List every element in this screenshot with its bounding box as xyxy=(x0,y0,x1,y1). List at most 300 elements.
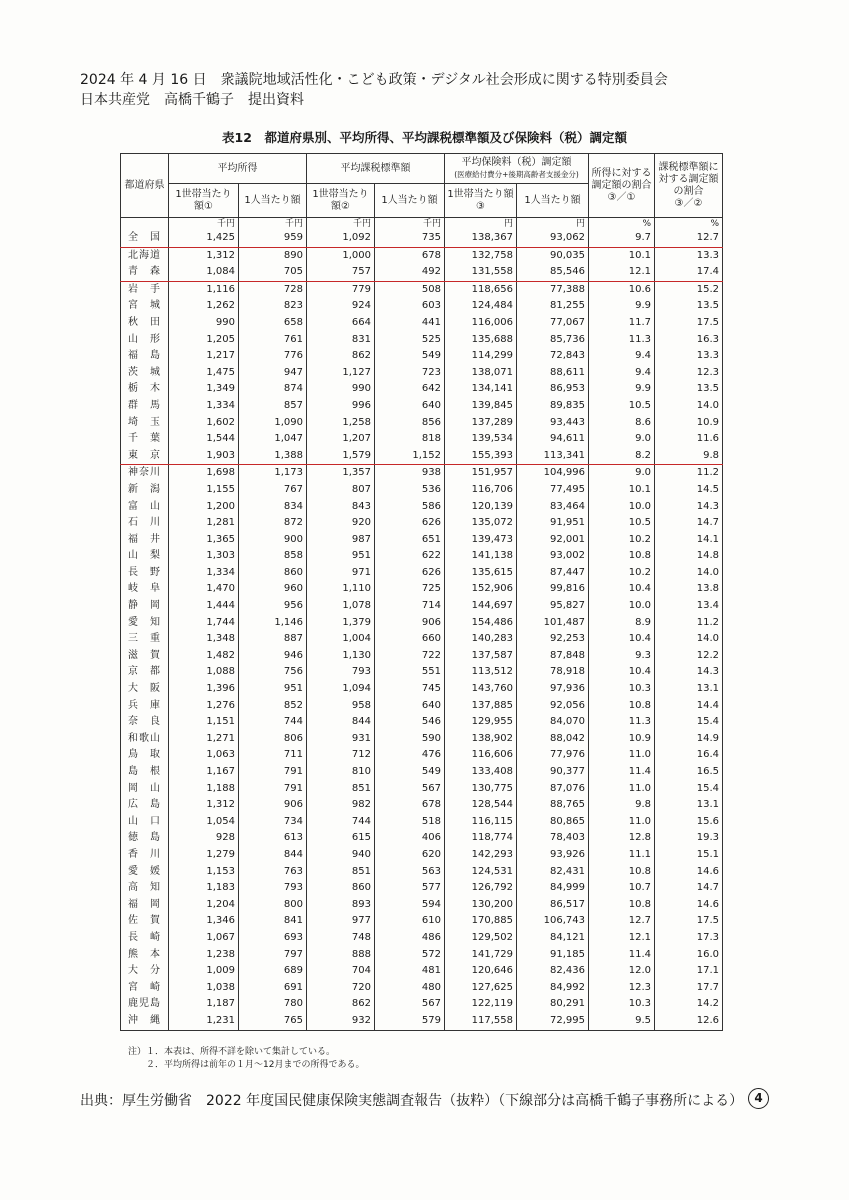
value-cell: 406 xyxy=(375,830,445,847)
value-cell: 1,038 xyxy=(169,980,239,997)
value-cell: 1,903 xyxy=(169,448,239,465)
value-cell: 518 xyxy=(375,814,445,831)
prefecture-cell: 広 島 xyxy=(121,797,169,814)
value-cell: 1,094 xyxy=(307,681,375,698)
value-cell: 90,035 xyxy=(517,247,589,264)
table-row xyxy=(121,764,723,781)
value-cell: 92,056 xyxy=(517,698,589,715)
value-cell: 1,349 xyxy=(169,381,239,398)
value-cell: 11.0 xyxy=(589,814,655,831)
value-cell: 84,992 xyxy=(517,980,589,997)
header-per-household-2: 1世帯当たり額② xyxy=(307,184,375,218)
header-ratio-taxbase-title: 課税標準額に対する調定額の割合 xyxy=(658,161,719,197)
value-cell: 594 xyxy=(375,897,445,914)
value-cell: 920 xyxy=(307,515,375,532)
value-cell: 1,151 xyxy=(169,714,239,731)
value-cell: 15.2 xyxy=(655,281,723,298)
value-cell: 723 xyxy=(375,365,445,382)
value-cell: 1,188 xyxy=(169,781,239,798)
value-cell: 486 xyxy=(375,930,445,947)
prefecture-cell: 鹿児島 xyxy=(121,996,169,1013)
value-cell: 725 xyxy=(375,581,445,598)
value-cell: 16.5 xyxy=(655,764,723,781)
value-cell: 17.7 xyxy=(655,980,723,997)
value-cell: 13.1 xyxy=(655,797,723,814)
prefecture-cell: 埼 玉 xyxy=(121,415,169,432)
value-cell: 129,502 xyxy=(445,930,517,947)
value-cell: 857 xyxy=(239,398,307,415)
value-cell: 480 xyxy=(375,980,445,997)
value-cell: 1,312 xyxy=(169,247,239,264)
value-cell: 93,002 xyxy=(517,548,589,565)
value-cell: 938 xyxy=(375,465,445,482)
value-cell: 1,004 xyxy=(307,631,375,648)
value-cell: 170,885 xyxy=(445,913,517,930)
prefecture-cell: 山 形 xyxy=(121,332,169,349)
value-cell: 563 xyxy=(375,864,445,881)
value-cell: 1,379 xyxy=(307,615,375,632)
value-cell: 10.1 xyxy=(589,247,655,264)
table-row xyxy=(121,581,723,598)
prefecture-cell: 島 根 xyxy=(121,764,169,781)
value-cell: 874 xyxy=(239,381,307,398)
value-cell: 841 xyxy=(239,913,307,930)
page-number: 4 xyxy=(748,1088,769,1109)
prefecture-cell: 千 葉 xyxy=(121,431,169,448)
value-cell: 1,279 xyxy=(169,847,239,864)
value-cell: 640 xyxy=(375,398,445,415)
value-cell: 956 xyxy=(239,598,307,615)
value-cell: 72,843 xyxy=(517,348,589,365)
value-cell: 481 xyxy=(375,963,445,980)
header-avg-taxbase: 平均課税標準額 xyxy=(307,154,445,184)
value-cell: 906 xyxy=(375,615,445,632)
value-cell: 714 xyxy=(375,598,445,615)
value-cell: 85,736 xyxy=(517,332,589,349)
unit-cell: 円 xyxy=(445,218,517,231)
value-cell: 15.6 xyxy=(655,814,723,831)
prefecture-cell: 山 梨 xyxy=(121,548,169,565)
value-cell: 133,408 xyxy=(445,764,517,781)
value-cell: 10.5 xyxy=(589,398,655,415)
header-ratio-taxbase-sub: ③／② xyxy=(674,197,703,209)
value-cell: 806 xyxy=(239,731,307,748)
table-row xyxy=(121,797,723,814)
value-cell: 1,365 xyxy=(169,532,239,549)
value-cell: 791 xyxy=(239,764,307,781)
value-cell: 757 xyxy=(307,264,375,281)
value-cell: 728 xyxy=(239,281,307,298)
value-cell: 106,743 xyxy=(517,913,589,930)
value-cell: 862 xyxy=(307,996,375,1013)
value-cell: 1,271 xyxy=(169,731,239,748)
table-row xyxy=(121,365,723,382)
prefecture-cell: 長 崎 xyxy=(121,930,169,947)
value-cell: 642 xyxy=(375,381,445,398)
value-cell: 11.4 xyxy=(589,764,655,781)
table-row xyxy=(121,482,723,499)
value-cell: 77,067 xyxy=(517,315,589,332)
header-per-person-1: 1人当たり額 xyxy=(239,184,307,218)
value-cell: 116,706 xyxy=(445,482,517,499)
value-cell: 1,348 xyxy=(169,631,239,648)
value-cell: 131,558 xyxy=(445,264,517,281)
prefecture-cell: 石 川 xyxy=(121,515,169,532)
value-cell: 1,173 xyxy=(239,465,307,482)
table-row xyxy=(121,532,723,549)
value-cell: 124,484 xyxy=(445,298,517,315)
value-cell: 622 xyxy=(375,548,445,565)
prefecture-cell: 滋 賀 xyxy=(121,648,169,665)
table-row xyxy=(121,864,723,881)
value-cell: 13.1 xyxy=(655,681,723,698)
value-cell: 536 xyxy=(375,482,445,499)
value-cell: 1,063 xyxy=(169,747,239,764)
value-cell: 1,200 xyxy=(169,499,239,516)
value-cell: 122,119 xyxy=(445,996,517,1013)
table-row xyxy=(121,913,723,930)
value-cell: 87,848 xyxy=(517,648,589,665)
value-cell: 135,615 xyxy=(445,565,517,582)
unit-cell xyxy=(121,218,169,231)
header-avg-premium-title: 平均保険料（税）調定額 xyxy=(461,156,572,168)
value-cell: 704 xyxy=(307,963,375,980)
value-cell: 776 xyxy=(239,348,307,365)
value-cell: 779 xyxy=(307,281,375,298)
table-row xyxy=(121,615,723,632)
value-cell: 14.3 xyxy=(655,499,723,516)
document-header xyxy=(80,70,668,110)
value-cell: 9.3 xyxy=(589,648,655,665)
table-row xyxy=(121,281,723,298)
table-row xyxy=(121,963,723,980)
value-cell: 1,698 xyxy=(169,465,239,482)
value-cell: 567 xyxy=(375,781,445,798)
value-cell: 19.3 xyxy=(655,830,723,847)
value-cell: 831 xyxy=(307,332,375,349)
value-cell: 951 xyxy=(307,548,375,565)
value-cell: 793 xyxy=(239,880,307,897)
table-row xyxy=(121,381,723,398)
unit-cell: % xyxy=(655,218,723,231)
value-cell: 138,367 xyxy=(445,230,517,247)
value-cell: 10.0 xyxy=(589,598,655,615)
value-cell: 14.8 xyxy=(655,548,723,565)
value-cell: 678 xyxy=(375,247,445,264)
table-row xyxy=(121,847,723,864)
unit-cell: 千円 xyxy=(239,218,307,231)
value-cell: 128,544 xyxy=(445,797,517,814)
value-cell: 132,758 xyxy=(445,247,517,264)
table-row xyxy=(121,499,723,516)
table-caption: 表12 都道府県別、平均所得、平均課税標準額及び保険料（税）調定額 xyxy=(222,130,627,145)
value-cell: 139,845 xyxy=(445,398,517,415)
table-row xyxy=(121,415,723,432)
value-cell: 120,646 xyxy=(445,963,517,980)
prefecture-cell: 宮 城 xyxy=(121,298,169,315)
value-cell: 12.1 xyxy=(589,930,655,947)
table-row xyxy=(121,714,723,731)
value-cell: 129,955 xyxy=(445,714,517,731)
value-cell: 9.4 xyxy=(589,348,655,365)
value-cell: 546 xyxy=(375,714,445,731)
value-cell: 610 xyxy=(375,913,445,930)
value-cell: 14.7 xyxy=(655,515,723,532)
header-per-household-1: 1世帯当たり額① xyxy=(169,184,239,218)
table-row xyxy=(121,930,723,947)
prefecture-cell: 神奈川 xyxy=(121,465,169,482)
value-cell: 141,138 xyxy=(445,548,517,565)
prefecture-cell: 静 岡 xyxy=(121,598,169,615)
value-cell: 1,579 xyxy=(307,448,375,465)
value-cell: 1,231 xyxy=(169,1013,239,1030)
value-cell: 810 xyxy=(307,764,375,781)
value-cell: 1,153 xyxy=(169,864,239,881)
value-cell: 745 xyxy=(375,681,445,698)
value-cell: 10.9 xyxy=(589,731,655,748)
value-cell: 658 xyxy=(239,315,307,332)
value-cell: 12.2 xyxy=(655,648,723,665)
value-cell: 12.1 xyxy=(589,264,655,281)
prefecture-cell: 山 口 xyxy=(121,814,169,831)
value-cell: 586 xyxy=(375,499,445,516)
value-cell: 1,000 xyxy=(307,247,375,264)
value-cell: 492 xyxy=(375,264,445,281)
value-cell: 10.1 xyxy=(589,482,655,499)
value-cell: 579 xyxy=(375,1013,445,1030)
value-cell: 800 xyxy=(239,897,307,914)
value-cell: 1,258 xyxy=(307,415,375,432)
value-cell: 844 xyxy=(307,714,375,731)
value-cell: 137,289 xyxy=(445,415,517,432)
value-cell: 888 xyxy=(307,947,375,964)
value-cell: 613 xyxy=(239,830,307,847)
value-cell: 14.4 xyxy=(655,698,723,715)
value-cell: 124,531 xyxy=(445,864,517,881)
value-cell: 818 xyxy=(375,431,445,448)
value-cell: 797 xyxy=(239,947,307,964)
value-cell: 17.4 xyxy=(655,264,723,281)
value-cell: 1,425 xyxy=(169,230,239,247)
value-cell: 14.6 xyxy=(655,897,723,914)
value-cell: 9.9 xyxy=(589,381,655,398)
prefecture-cell: 佐 賀 xyxy=(121,913,169,930)
value-cell: 615 xyxy=(307,830,375,847)
prefecture-cell: 栃 木 xyxy=(121,381,169,398)
value-cell: 80,291 xyxy=(517,996,589,1013)
table-row xyxy=(121,431,723,448)
value-cell: 924 xyxy=(307,298,375,315)
value-cell: 1,084 xyxy=(169,264,239,281)
value-cell: 9.9 xyxy=(589,298,655,315)
value-cell: 9.0 xyxy=(589,431,655,448)
value-cell: 508 xyxy=(375,281,445,298)
table-row xyxy=(121,598,723,615)
prefecture-cell: 大 分 xyxy=(121,963,169,980)
value-cell: 549 xyxy=(375,764,445,781)
value-cell: 1,047 xyxy=(239,431,307,448)
value-cell: 117,558 xyxy=(445,1013,517,1030)
value-cell: 823 xyxy=(239,298,307,315)
value-cell: 767 xyxy=(239,482,307,499)
value-cell: 12.3 xyxy=(655,365,723,382)
unit-cell: 千円 xyxy=(375,218,445,231)
header-avg-income: 平均所得 xyxy=(169,154,307,184)
value-cell: 154,486 xyxy=(445,615,517,632)
value-cell: 118,656 xyxy=(445,281,517,298)
value-cell: 82,431 xyxy=(517,864,589,881)
value-cell: 1,217 xyxy=(169,348,239,365)
prefecture-cell: 三 重 xyxy=(121,631,169,648)
value-cell: 1,067 xyxy=(169,930,239,947)
value-cell: 72,995 xyxy=(517,1013,589,1030)
value-cell: 932 xyxy=(307,1013,375,1030)
value-cell: 116,115 xyxy=(445,814,517,831)
value-cell: 93,926 xyxy=(517,847,589,864)
prefecture-cell: 岐 阜 xyxy=(121,581,169,598)
value-cell: 12.3 xyxy=(589,980,655,997)
table-row xyxy=(121,897,723,914)
value-cell: 11.0 xyxy=(589,747,655,764)
value-cell: 549 xyxy=(375,348,445,365)
value-cell: 14.0 xyxy=(655,565,723,582)
value-cell: 1,155 xyxy=(169,482,239,499)
value-cell: 78,918 xyxy=(517,664,589,681)
table-row xyxy=(121,781,723,798)
table-row xyxy=(121,332,723,349)
value-cell: 11.2 xyxy=(655,465,723,482)
value-cell: 977 xyxy=(307,913,375,930)
value-cell: 626 xyxy=(375,565,445,582)
value-cell: 11.0 xyxy=(589,781,655,798)
value-cell: 691 xyxy=(239,980,307,997)
value-cell: 139,473 xyxy=(445,532,517,549)
value-cell: 151,957 xyxy=(445,465,517,482)
value-cell: 940 xyxy=(307,847,375,864)
prefecture-cell: 茨 城 xyxy=(121,365,169,382)
table-row xyxy=(121,548,723,565)
table-row xyxy=(121,448,723,465)
table-row xyxy=(121,230,723,247)
value-cell: 987 xyxy=(307,532,375,549)
value-cell: 834 xyxy=(239,499,307,516)
source-line: 出典：厚生労働省 2022 年度国民健康保険実態調査報告（抜粋）（下線部分は高橋千鶴子事務所による） xyxy=(80,1093,744,1109)
value-cell: 860 xyxy=(239,565,307,582)
table-row xyxy=(121,947,723,964)
value-cell: 9.8 xyxy=(589,797,655,814)
prefecture-cell: 岡 山 xyxy=(121,781,169,798)
value-cell: 852 xyxy=(239,698,307,715)
value-cell: 14.0 xyxy=(655,398,723,415)
table-row xyxy=(121,830,723,847)
value-cell: 10.8 xyxy=(589,864,655,881)
value-cell: 86,517 xyxy=(517,897,589,914)
value-cell: 77,495 xyxy=(517,482,589,499)
value-cell: 14.2 xyxy=(655,996,723,1013)
prefecture-cell: 愛 知 xyxy=(121,615,169,632)
value-cell: 10.8 xyxy=(589,897,655,914)
value-cell: 10.4 xyxy=(589,581,655,598)
value-cell: 9.0 xyxy=(589,465,655,482)
table-row xyxy=(121,398,723,415)
header-ratio-income xyxy=(589,154,655,218)
value-cell: 138,071 xyxy=(445,365,517,382)
value-cell: 10.0 xyxy=(589,499,655,516)
value-cell: 705 xyxy=(239,264,307,281)
value-cell: 13.3 xyxy=(655,247,723,264)
prefecture-cell: 香 川 xyxy=(121,847,169,864)
value-cell: 1,146 xyxy=(239,615,307,632)
table-row xyxy=(121,565,723,582)
value-cell: 1,130 xyxy=(307,648,375,665)
value-cell: 722 xyxy=(375,648,445,665)
value-cell: 10.3 xyxy=(589,996,655,1013)
value-cell: 1,167 xyxy=(169,764,239,781)
value-cell: 1,110 xyxy=(307,581,375,598)
value-cell: 13.3 xyxy=(655,348,723,365)
table-row xyxy=(121,664,723,681)
value-cell: 82,436 xyxy=(517,963,589,980)
prefecture-cell: 青 森 xyxy=(121,264,169,281)
value-cell: 951 xyxy=(239,681,307,698)
value-cell: 137,587 xyxy=(445,648,517,665)
prefecture-cell: 熊 本 xyxy=(121,947,169,964)
value-cell: 1,054 xyxy=(169,814,239,831)
value-cell: 14.1 xyxy=(655,532,723,549)
value-cell: 143,760 xyxy=(445,681,517,698)
table-row xyxy=(121,247,723,264)
value-cell: 15.4 xyxy=(655,781,723,798)
value-cell: 1,187 xyxy=(169,996,239,1013)
value-cell: 93,443 xyxy=(517,415,589,432)
value-cell: 1,602 xyxy=(169,415,239,432)
value-cell: 763 xyxy=(239,864,307,881)
value-cell: 946 xyxy=(239,648,307,665)
value-cell: 1,357 xyxy=(307,465,375,482)
value-cell: 88,765 xyxy=(517,797,589,814)
value-cell: 127,625 xyxy=(445,980,517,997)
value-cell: 1,205 xyxy=(169,332,239,349)
value-cell: 92,253 xyxy=(517,631,589,648)
value-cell: 10.2 xyxy=(589,565,655,582)
value-cell: 11.4 xyxy=(589,947,655,964)
value-cell: 10.4 xyxy=(589,631,655,648)
value-cell: 138,902 xyxy=(445,731,517,748)
value-cell: 1,482 xyxy=(169,648,239,665)
value-cell: 1,183 xyxy=(169,880,239,897)
table-row xyxy=(121,681,723,698)
prefecture-cell: 和歌山 xyxy=(121,731,169,748)
value-cell: 77,388 xyxy=(517,281,589,298)
value-cell: 1,152 xyxy=(375,448,445,465)
prefecture-cell: 新 潟 xyxy=(121,482,169,499)
value-cell: 678 xyxy=(375,797,445,814)
value-cell: 113,512 xyxy=(445,664,517,681)
value-cell: 1,475 xyxy=(169,365,239,382)
value-cell: 90,377 xyxy=(517,764,589,781)
value-cell: 1,303 xyxy=(169,548,239,565)
value-cell: 982 xyxy=(307,797,375,814)
value-cell: 1,127 xyxy=(307,365,375,382)
value-cell: 1,088 xyxy=(169,664,239,681)
value-cell: 17.3 xyxy=(655,930,723,947)
value-cell: 84,070 xyxy=(517,714,589,731)
value-cell: 748 xyxy=(307,930,375,947)
value-cell: 689 xyxy=(239,963,307,980)
value-cell: 88,042 xyxy=(517,731,589,748)
prefecture-cell: 富 山 xyxy=(121,499,169,516)
value-cell: 744 xyxy=(307,814,375,831)
